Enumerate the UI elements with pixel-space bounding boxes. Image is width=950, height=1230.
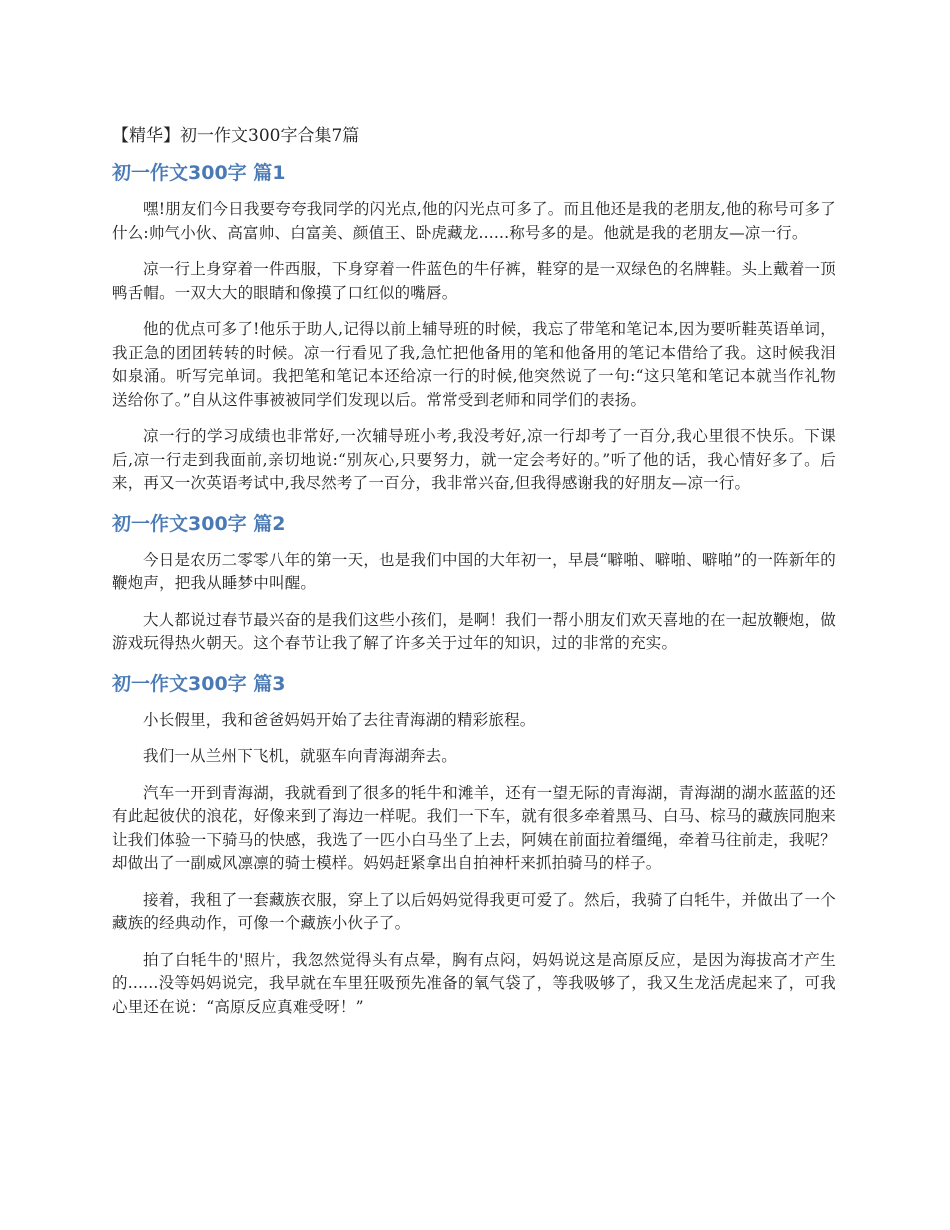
section-2: [112, 509, 836, 656]
paragraph: 接着，我租了一套藏族衣服，穿上了以后妈妈觉得我更可爱了。然后，我骑了白牦牛，并做出了一个藏族的经典动作，可像一个藏族小伙子了。: [112, 890, 836, 932]
section-heading: 初一作文300字 篇2: [112, 512, 286, 535]
section-3: [112, 669, 836, 1020]
paragraph: 大人都说过春节最兴奋的是我们这些小孩们，是啊！我们一帮小朋友们欢天喜地的在一起放鞭炮，做游戏玩得热火朝天。这个春节让我了解了许多关于过年的知识，过的非常的充实。: [112, 610, 836, 652]
document-page: [112, 122, 836, 1032]
paragraph: 凉一行的学习成绩也非常好,一次辅导班小考,我没考好,凉一行却考了一百分,我心里很不快乐。下课后,凉一行走到我面前,亲切地说:“别灰心,只要努力，就一定会考好的。”听了他的话，我心情好多了。后来，再又一次英语考试中,我尽然考了一百分，我非常兴奋,但我得感谢我的好朋友—凉一行。: [112, 427, 836, 492]
paragraph: 拍了白牦牛的'照片，我忽然觉得头有点晕，胸有点闷，妈妈说这是高原反应，是因为海拔高才产生的......没等妈妈说完，我早就在车里狂吸预先准备的氧气袋了，等我吸够了，我又生龙活虎起来了，可我心里还在说：“高原反应真难受呀！”: [112, 950, 836, 1016]
paragraph: 嘿!朋友们今日我要夸夸我同学的闪光点,他的闪光点可多了。而且他还是我的老朋友,他的称号可多了什么:帅气小伙、高富帅、白富美、颜值王、卧虎藏龙......称号多的是。他就是我的老朋友—凉一行。: [112, 200, 836, 242]
paragraph: 小长假里，我和爸爸妈妈开始了去往青海湖的精彩旅程。: [143, 710, 536, 729]
paragraph: 凉一行上身穿着一件西服，下身穿着一件蓝色的牛仔裤，鞋穿的是一双绿色的名牌鞋。头上戴着一顶鸭舌帽。一双大大的眼睛和像摸了口红似的嘴唇。: [112, 260, 836, 302]
paragraph: 我们一从兰州下飞机，就驱车向青海湖奔去。: [143, 747, 458, 765]
paragraph: 他的优点可多了!他乐于助人,记得以前上辅导班的时候，我忘了带笔和笔记本,因为要听鞋英语单词，我正急的团团转转的时候。凉一行看见了我,急忙把他备用的笔和他备用的笔记本借给了我。这时候我泪如泉涌。听写完单词。我把笔和笔记本还给凉一行的时候,他突然说了一句:“这只笔和笔记本就当作礼物送给你了。”自从这件事被被同学们发现以后。常常受到老师和同学们的表扬。: [112, 320, 836, 409]
section-heading: 初一作文300字 篇3: [112, 672, 286, 695]
section-1: [112, 158, 836, 496]
paragraph: 汽车一开到青海湖，我就看到了很多的牦牛和滩羊，还有一望无际的青海湖，青海湖的湖水蓝蓝的还有此起彼伏的浪花，好像来到了海边一样呢。我们一下车，就有很多牵着黑马、白马、棕马的藏族同胞来让我们体验一下骑马的快感，我选了一匹小白马坐了上去，阿姨在前面拉着缰绳，牵着马往前走，我呢？却做出了一副威风凛凛的骑士模样。妈妈赶紧拿出自拍神杆来抓拍骑马的样子。: [112, 783, 836, 872]
section-heading: 初一作文300字 篇1: [112, 162, 286, 184]
paragraph: 今日是农历二零零八年的第一天，也是我们中国的大年初一，早晨“噼啪、噼啪、噼啪”的一阵新年的鞭炮声，把我从睡梦中叫醒。: [112, 550, 836, 592]
document-title: 【精华】初一作文300字合集7篇: [112, 126, 360, 146]
